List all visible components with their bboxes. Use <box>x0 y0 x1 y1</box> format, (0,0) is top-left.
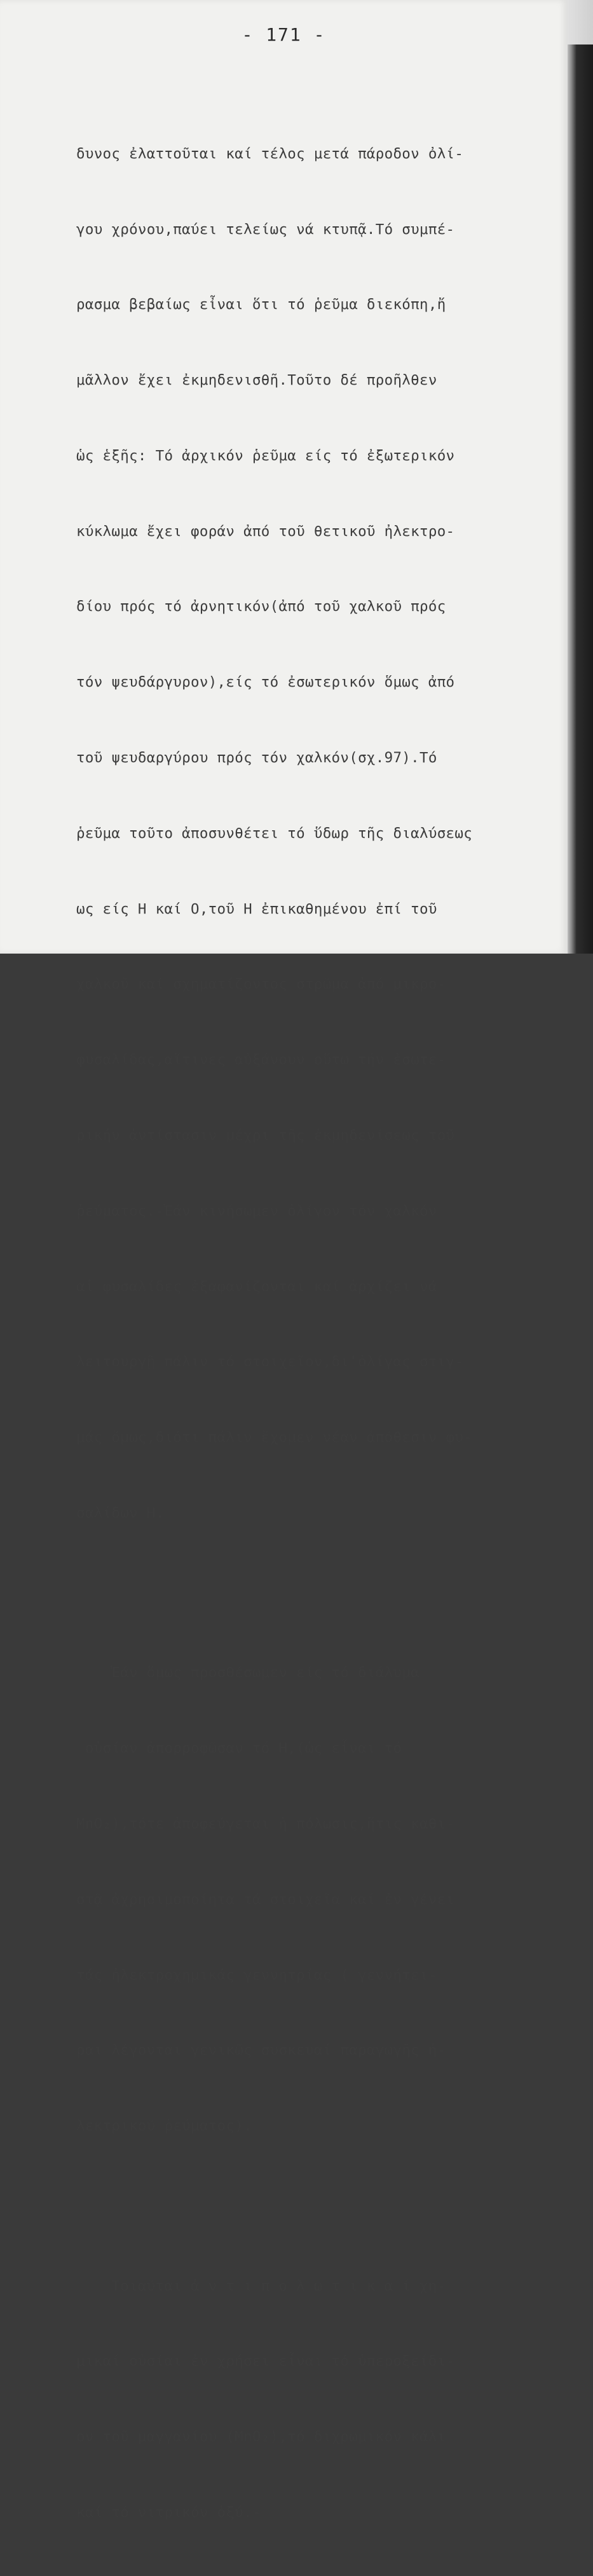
text-line: οὐσίαν ἀπορροφῶσαν τό Η,(ὡς εἶναι τό <box>76 1740 402 1757</box>
paragraph-gap <box>76 1577 496 1586</box>
text-line: μικαί οὐσίαι ἐν χρήσει εἶναι τό ὑπεροξείδι- <box>76 2353 455 2370</box>
text-line: δυνος ἐλαττοῦται καί τέλος μετά πάροδον ὀλί- <box>76 145 464 162</box>
text-line: Τοιαῦται ἀ ν τ ι π ο λ ω τ ι κ α ί χη- <box>76 2277 446 2294</box>
book-binding-edge <box>568 0 593 954</box>
text-line: ραι λέγονται γενικῶς συσκευαί παραγωγῆς ἠ- <box>76 2042 446 2059</box>
text-line: λειτουργῇ πάλιν τό στοιχεῖον,δι'ὀλίγας στιγ- <box>76 1353 464 1371</box>
paragraph-gap <box>76 2189 496 2198</box>
text-line: αἱ φυσαλίδες ἐξαφανίζονται καί ἀρχίζει νά <box>76 1278 437 1295</box>
text-line: τόν ψευδάργυρον),είς τό ἐσωτερικόν ὅμως ἀπό <box>76 674 455 691</box>
page-number: - 171 - <box>242 24 326 45</box>
text-line: Ἐάν ὅμως προσθέσωμεν είς τό διάλυμα <box>76 1664 419 1682</box>
text-line: σαλίδων Η. <box>76 1504 165 1521</box>
text-line: κύκλωμα ἔχει φοράν ἀπό τοῦ θετικοῦ ἠλεκτρο- <box>76 523 455 540</box>
text-line: μᾶλλον ἔχει ἐκμηδενισθῆ.Τοῦτο δέ προῆλθεν <box>76 372 437 389</box>
text-line: ως είς Η καί Ο,τοῦ Η ἐπικαθημένου ἐπί τοῦ <box>76 900 437 917</box>
text-line: ΜnO₂),τότε ἀποφεύγεται ἡ πόλωσις,ἥτις καθι- <box>76 1815 455 1832</box>
text-line: χαλκοῦ καί σχηματίζοντος στρῶμα ἀπό μικρο- <box>76 976 446 993</box>
binding-top-edge <box>568 0 593 45</box>
text-line: ον τοῦ μαγγανίου (ΜnO₂),τό διχρωμικόν κάλι <box>76 2429 446 2446</box>
text-line: δίου πρός τό ἀρνητικόν(ἀπό τοῦ χαλκοῦ πρός <box>76 598 446 615</box>
text-line: τάς ἠλεκτροχημικάς γεννητρίας ( γεννήτει- <box>76 1966 437 1983</box>
text-line: γου χρόνου,παύει τελείως νά κτυπᾷ.Τό συμπέ- <box>76 221 455 238</box>
text-line: φυσαλίδας,αἵτινες αὐξάνουν οὕτω τήν ἐσωτε- <box>76 1052 446 1069</box>
text-line: ρικήν ἀντίστασιν μέχρι τῆς ἐκμηδενίσεως τοῦ <box>76 1127 455 1144</box>
body-text <box>76 66 496 2576</box>
text-line: ῥεῦμα τοῦτο ἀποσυνθέτει τό ὕδωρ τῆς διαλύσεως <box>76 825 473 842</box>
text-line: ρασμα βεβαίως εἶναι ὅτι τό ῥεῦμα διεκόπη,ἤ <box>76 296 446 313</box>
text-line: ῥεύματος.-Ἐάν κινήσωμεν ὀλίγον τόν χαλκόν <box>76 1202 437 1219</box>
text-line: στᾷ ἀχρησιμοποίητα τά στοιχεῖα καί ἐν γένει <box>76 1891 455 1908</box>
text-line: μάς ὅμως,διότι πάλιν ἔχομεν νέαν ἀπόθεσιν φυ- <box>76 1429 473 1446</box>
text-line: ὡς ἑξῆς: Τό ἀρχικόν ῥεῦμα είς τό ἐξωτερικόν <box>76 447 455 464</box>
text-line: τοῦ ψευδαργύρου πρός τόν χαλκόν(σχ.97).Τό <box>76 750 437 767</box>
text-line: καί τό νιτρικόν ὀξύ.- <box>76 2504 261 2521</box>
text-line: λεκτρικοῦ ῥεύματος). <box>76 2118 252 2135</box>
